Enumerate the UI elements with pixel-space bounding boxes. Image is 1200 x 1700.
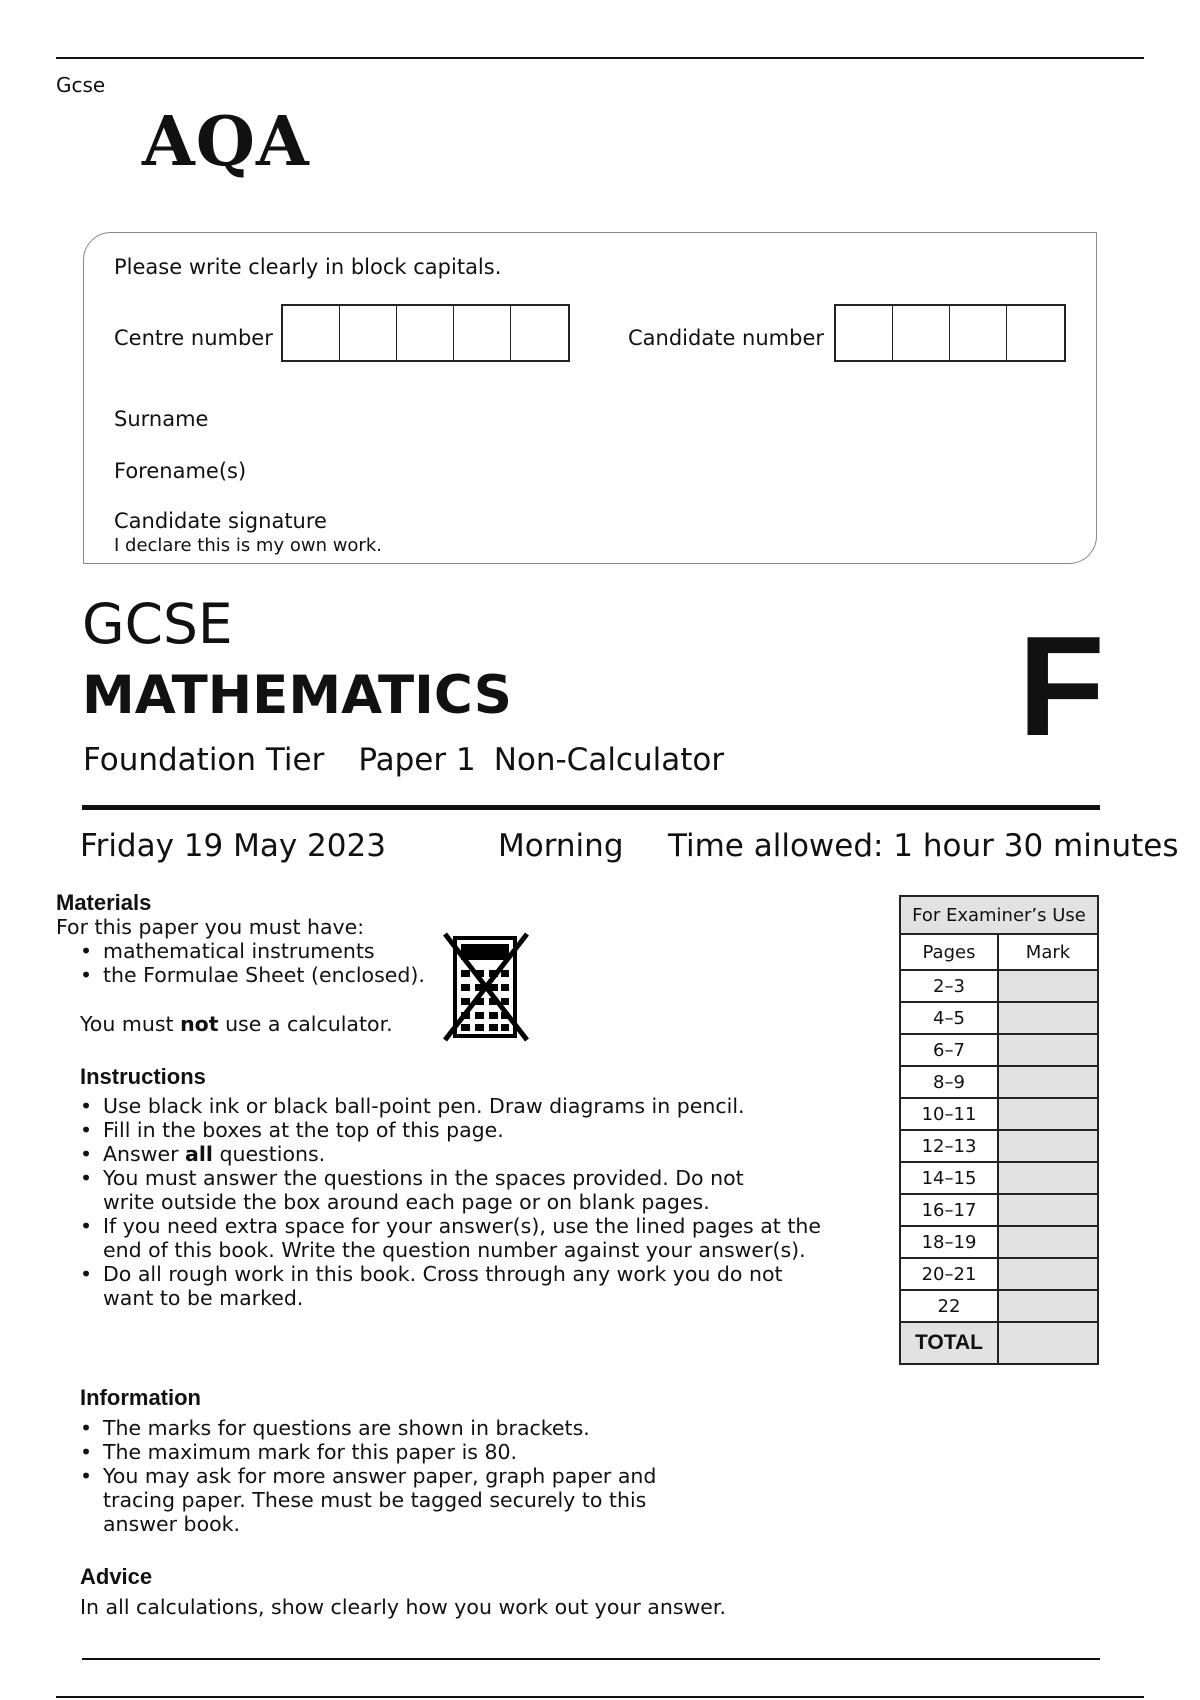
- materials-list: [80, 939, 480, 987]
- candidate-digit-box[interactable]: [836, 306, 893, 360]
- list-item: • Do all rough work in this book. Cross through any work you do not want to be marked.: [80, 1262, 833, 1310]
- mark-cell: [998, 1226, 1098, 1258]
- mark-cell: [998, 1002, 1098, 1034]
- title-rule: [82, 805, 1100, 810]
- list-item: • Use black ink or black ball-point pen. Draw diagrams in pencil.: [80, 1094, 855, 1118]
- table-row: 4–5: [900, 1002, 1098, 1034]
- mark-cell: [998, 1290, 1098, 1322]
- mark-cell: [998, 1258, 1098, 1290]
- calculator-notice: You must not use a calculator.: [80, 1012, 393, 1036]
- advice-heading: Advice: [80, 1564, 153, 1589]
- candidate-digit-box[interactable]: [950, 306, 1007, 360]
- information-heading: Information: [80, 1385, 201, 1410]
- mark-column-header: Mark: [998, 934, 1098, 970]
- advice-text: In all calculations, show clearly how you work out your answer.: [80, 1595, 726, 1619]
- tier-letter: F: [1018, 607, 1105, 766]
- pages-column-header: Pages: [900, 934, 998, 970]
- candidate-number-boxes[interactable]: [834, 304, 1066, 362]
- mark-cell: [998, 1098, 1098, 1130]
- table-row: 18–19: [900, 1226, 1098, 1258]
- list-item: • Fill in the boxes at the top of this page.: [80, 1118, 855, 1142]
- materials-intro: For this paper you must have:: [56, 915, 365, 939]
- table-row: 22: [900, 1290, 1098, 1322]
- centre-digit-box[interactable]: [397, 306, 454, 360]
- mark-cell: [998, 1162, 1098, 1194]
- table-row: 6–7: [900, 1034, 1098, 1066]
- centre-digit-box[interactable]: [454, 306, 511, 360]
- instructions-list: [80, 1094, 855, 1310]
- list-item: • Answer all questions.: [80, 1142, 855, 1166]
- list-item: • the Formulae Sheet (enclosed).: [80, 963, 480, 987]
- total-label: TOTAL: [900, 1322, 998, 1364]
- signature-label: Candidate signature: [114, 509, 327, 533]
- candidate-digit-box[interactable]: [1007, 306, 1064, 360]
- forename-label: Forename(s): [114, 459, 247, 483]
- mark-cell: [998, 1034, 1098, 1066]
- header-tag: Gcse: [56, 73, 106, 97]
- table-row: 10–11: [900, 1098, 1098, 1130]
- centre-digit-box[interactable]: [511, 306, 568, 360]
- tier-label: Foundation Tier: [83, 742, 325, 778]
- list-item: • mathematical instruments: [80, 939, 480, 963]
- table-row: 2–3: [900, 970, 1098, 1002]
- centre-digit-box[interactable]: [340, 306, 397, 360]
- examiner-use-table: [899, 895, 1099, 1365]
- top-rule: [56, 57, 1144, 59]
- centre-digit-box[interactable]: [283, 306, 340, 360]
- list-item: • You may ask for more answer paper, graph paper and tracing paper. These must be tagged securely to this answer book.: [80, 1464, 715, 1536]
- examiner-table-title: For Examiner’s Use: [900, 896, 1098, 934]
- subject-title: MATHEMATICS: [82, 665, 512, 726]
- table-row: 14–15: [900, 1162, 1098, 1194]
- table-row: 20–21: [900, 1258, 1098, 1290]
- declaration-text: I declare this is my own work.: [114, 535, 382, 556]
- block-capitals-instruction: Please write clearly in block capitals.: [114, 255, 502, 279]
- bottom-rule: [82, 1658, 1100, 1660]
- centre-number-boxes[interactable]: [281, 304, 570, 362]
- table-row: [900, 1322, 1098, 1364]
- mark-cell: [998, 1066, 1098, 1098]
- total-mark-cell: [998, 1322, 1098, 1364]
- exam-session: Morning: [498, 828, 624, 864]
- qualification-title: GCSE: [82, 592, 233, 656]
- paper-label: Paper 1: [358, 742, 476, 778]
- instructions-heading: Instructions: [80, 1064, 206, 1089]
- materials-heading: Materials: [56, 890, 152, 915]
- no-calculator-icon: [443, 932, 529, 1042]
- calc-label: Non-Calculator: [493, 742, 725, 778]
- candidate-digit-box[interactable]: [893, 306, 950, 360]
- mark-cell: [998, 1194, 1098, 1226]
- information-list: [80, 1416, 740, 1536]
- surname-label: Surname: [114, 407, 209, 431]
- centre-number-label: Centre number: [114, 326, 273, 350]
- list-item: • The marks for questions are shown in brackets.: [80, 1416, 740, 1440]
- footer-rule: [56, 1696, 1144, 1698]
- mark-cell: [998, 1130, 1098, 1162]
- candidate-number-label: Candidate number: [628, 326, 824, 350]
- list-item: • The maximum mark for this paper is 80.: [80, 1440, 740, 1464]
- mark-cell: [998, 970, 1098, 1002]
- exam-date: Friday 19 May 2023: [80, 828, 386, 864]
- table-row: 12–13: [900, 1130, 1098, 1162]
- aqa-logo: AQA: [142, 102, 310, 182]
- paper-subtitle: [83, 742, 758, 778]
- table-row: 16–17: [900, 1194, 1098, 1226]
- list-item: • If you need extra space for your answer(s), use the lined pages at the end of this book. Write the question number against your answer(s).: [80, 1214, 838, 1262]
- table-row: 8–9: [900, 1066, 1098, 1098]
- list-item: • You must answer the questions in the spaces provided. Do not write outside the box around each page or on blank pages.: [80, 1166, 751, 1214]
- time-allowed: Time allowed: 1 hour 30 minutes: [668, 828, 1179, 864]
